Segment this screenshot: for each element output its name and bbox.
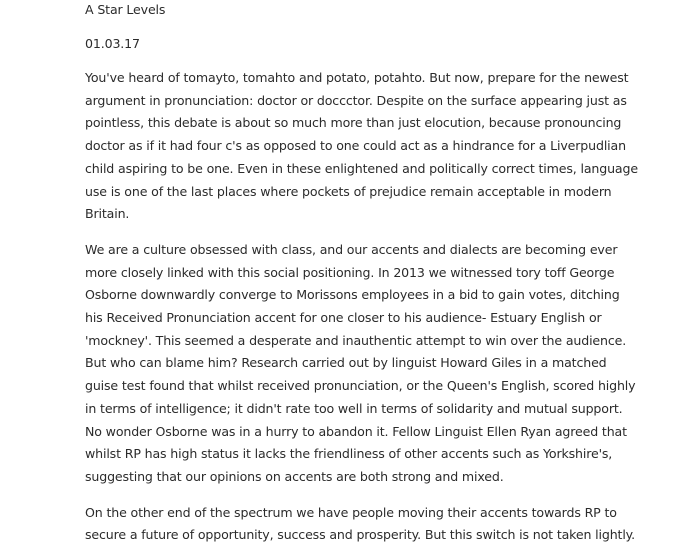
text-line: No wonder Osborne was in a hurry to abandon it. Fellow Linguist Ellen Ryan agreed that (85, 423, 627, 439)
document-title: A Star Levels (85, 2, 166, 17)
article-body (85, 67, 638, 560)
paragraph (85, 239, 636, 489)
paragraph (85, 502, 636, 547)
text-line: more closely linked with this social positioning. In 2013 we witnessed tory toff George (85, 264, 615, 280)
text-line: whilst RP has high status it lacks the friendliness of other accents such as Yorkshire's, (85, 446, 613, 462)
text-line: child aspiring to be one. Even in these enlightened and politically correct times, language (85, 160, 638, 176)
document-date: 01.03.17 (85, 36, 140, 51)
text-line: guise test found that whilst received pronunciation, or the Queen's English, scored highly (85, 378, 636, 394)
text-line: argument in pronunciation: doctor or doccctor. Despite on the surface appearing just as (85, 92, 627, 108)
paragraph (85, 67, 638, 226)
text-line: On the other end of the spectrum we have people moving their accents towards RP to (85, 504, 617, 520)
text-line: But who can blame him? Research carried out by linguist Howard Giles in a matched (85, 355, 607, 371)
text-line: Osborne downwardly converge to Morissons employees in a bid to gain votes, ditching (85, 287, 620, 303)
text-line: doctor as if it had four c's as opposed to one could act as a hindrance for a Liverpudlian (85, 138, 626, 154)
text-line: his Received Pronunciation accent for one closer to his audience- Estuary English or (85, 310, 602, 326)
text-line: pointless, this debate is about so much more than just elocution, because pronouncing (85, 115, 622, 131)
text-line: use is one of the last places where pockets of prejudice remain acceptable in modern (85, 183, 612, 199)
text-line: We are a culture obsessed with class, and our accents and dialects are becoming ever (85, 241, 618, 257)
text-line: in terms of intelligence; it didn't rate too well in terms of solidarity and mutual support. (85, 400, 623, 416)
text-line: You've heard of tomayto, tomahto and potato, potahto. But now, prepare for the newest (85, 70, 629, 85)
text-line: secure a future of opportunity, success and prosperity. But this switch is not taken lightly. (85, 527, 636, 543)
text-line: 'mockney'. This seemed a desperate and inauthentic attempt to win over the audience. (85, 332, 627, 348)
text-line: Britain. (85, 206, 130, 222)
text-line: suggesting that our opinions on accents are both strong and mixed. (85, 468, 504, 484)
